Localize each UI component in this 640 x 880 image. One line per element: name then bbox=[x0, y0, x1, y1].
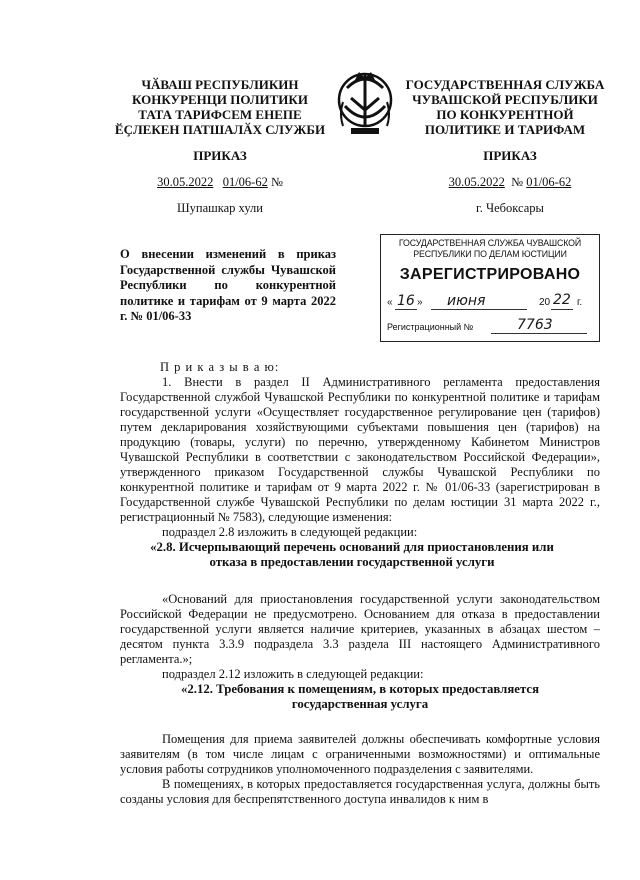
chuvash-org-line: ЧӐВАШ РЕСПУБЛИКИН bbox=[141, 77, 299, 92]
subsection-212-paragraph-1: Помещения для приема заявителей должны обеспечивать комфортные условия заявителям (в том числе лицам с ограниченными возможностями) и оптимальные условия работы сотрудников уполномоченного подразделения с заявителями. bbox=[120, 732, 600, 776]
order-subject: О внесении изменений в приказ Государственной службы Чувашской Республики по конкурентной политике и тарифам от 9 марта 2022 г. № 01/06-33 bbox=[120, 247, 336, 323]
chuvash-org-line: ӖҪЛЕКЕН ПАТШАЛӐХ СЛУЖБИ bbox=[114, 122, 326, 137]
chuvash-org-line: КОНКУРЕНЦИ ПОЛИТИКИ bbox=[132, 92, 308, 107]
stamp-year-unit: г. bbox=[577, 297, 583, 308]
left-city: Шупашкар хули bbox=[177, 201, 263, 215]
left-number: 01/06-62 bbox=[222, 175, 268, 189]
stamp-date-row bbox=[387, 292, 593, 315]
stamp-authority-line: РЕСПУБЛИКИ ПО ДЕЛАМ ЮСТИЦИИ bbox=[413, 249, 567, 259]
subsection-212-intro: подраздел 2.12 изложить в следующей редакции: bbox=[162, 667, 424, 681]
right-city: г. Чебоксары bbox=[476, 201, 544, 215]
right-date: 30.05.2022 bbox=[448, 175, 505, 189]
subsection-212-paragraph-2: В помещениях, в которых предоставляется государственная услуга, должны быть созданы условия для беспрепятственного доступа инвалидов к ним в bbox=[120, 777, 600, 806]
order-body bbox=[120, 360, 600, 807]
right-date-number bbox=[420, 175, 600, 190]
left-order-title: ПРИКАЗ bbox=[193, 148, 247, 163]
registration-stamp bbox=[380, 234, 600, 342]
russian-org-line: ЧУВАШСКОЙ РЕСПУБЛИКИ bbox=[412, 92, 598, 107]
stamp-authority-line: ГОСУДАРСТВЕННАЯ СЛУЖБА ЧУВАШСКОЙ bbox=[398, 238, 582, 248]
stamp-quote-open: « bbox=[387, 297, 393, 308]
stamp-quote-close: » bbox=[417, 297, 423, 308]
subsection-212-title: «2.12. Требования к помещениям, в которых предоставляется государственная услуга bbox=[180, 682, 540, 711]
subsection-28-text: «Оснований для приостановления государственной услуги законодательством Российской Федерации не предусмотрено. Основанием для отказа в предоставлении государственной услуги является наличие критериев, указанных в абзацах шестом – десятом пункта 3.3.9 подраздела 3.3 раздела III настоящего Административного регламента.»; bbox=[120, 592, 600, 666]
stamp-day: 16 bbox=[397, 293, 415, 309]
stamp-year-prefix: 20 bbox=[539, 297, 551, 308]
stamp-number-label: Регистрационный № bbox=[387, 322, 474, 332]
stamp-month: июня bbox=[447, 293, 486, 309]
right-no-sign: № bbox=[511, 175, 524, 189]
right-order-title: ПРИКАЗ bbox=[483, 148, 537, 163]
subsection-28-intro: подраздел 2.8 изложить в следующей редакции: bbox=[162, 525, 418, 539]
subsection-28-title: «2.8. Исчерпывающий перечень оснований для приостановления или отказа в предоставлении государственной услуги bbox=[150, 540, 554, 569]
stamp-registered-label: ЗАРЕГИСТРИРОВАНО bbox=[399, 266, 581, 283]
left-no-sign: № bbox=[270, 175, 283, 189]
stamp-number: 7763 bbox=[517, 317, 553, 333]
russian-org-line: ГОСУДАРСТВЕННАЯ СЛУЖБА bbox=[405, 77, 605, 92]
paragraph-1: 1. Внести в раздел II Административного регламента предоставления Государственной службой Чувашской Республики по конкурентной политике и тарифам государственной услуги «Осуществляет государственное регулирование цен (тарифов) путем декларирования хозяйствующими субъектами повышения цен (тарифов) на продукцию (товары, услуги) по перечню, утвержденному Кабинетом Министров Чувашской Республики в соответствии с законодательством Российской Федерации», утвержденного приказом Государственной службы Чувашской Республики по конкурентной политике и тарифам от 9 марта 2022 г. № 01/06-33 (зарегистрирован в Государственной службе Чувашской Республики по делам юстиции 31 марта 2022 г., регистрационный № 7583), следующие изменения: bbox=[120, 375, 600, 524]
stamp-number-row bbox=[387, 319, 593, 337]
russian-org-name bbox=[393, 77, 617, 137]
russian-org-line: ПО КОНКУРЕНТНОЙ bbox=[436, 107, 574, 122]
left-date: 30.05.2022 bbox=[157, 175, 214, 189]
chuvash-emblem-icon bbox=[333, 66, 397, 142]
chuvash-org-name bbox=[95, 77, 345, 137]
left-date-number bbox=[130, 175, 310, 190]
chuvash-org-line: ТАТА ТАРИФСЕМ ЕНЕПЕ bbox=[138, 107, 302, 122]
stamp-year-suffix: 22 bbox=[553, 292, 571, 308]
russian-org-line: ПОЛИТИКЕ И ТАРИФАМ bbox=[424, 122, 586, 137]
prikazyvayu-line: П р и к а з ы в а ю: bbox=[160, 360, 280, 374]
right-number: 01/06-62 bbox=[526, 175, 572, 189]
